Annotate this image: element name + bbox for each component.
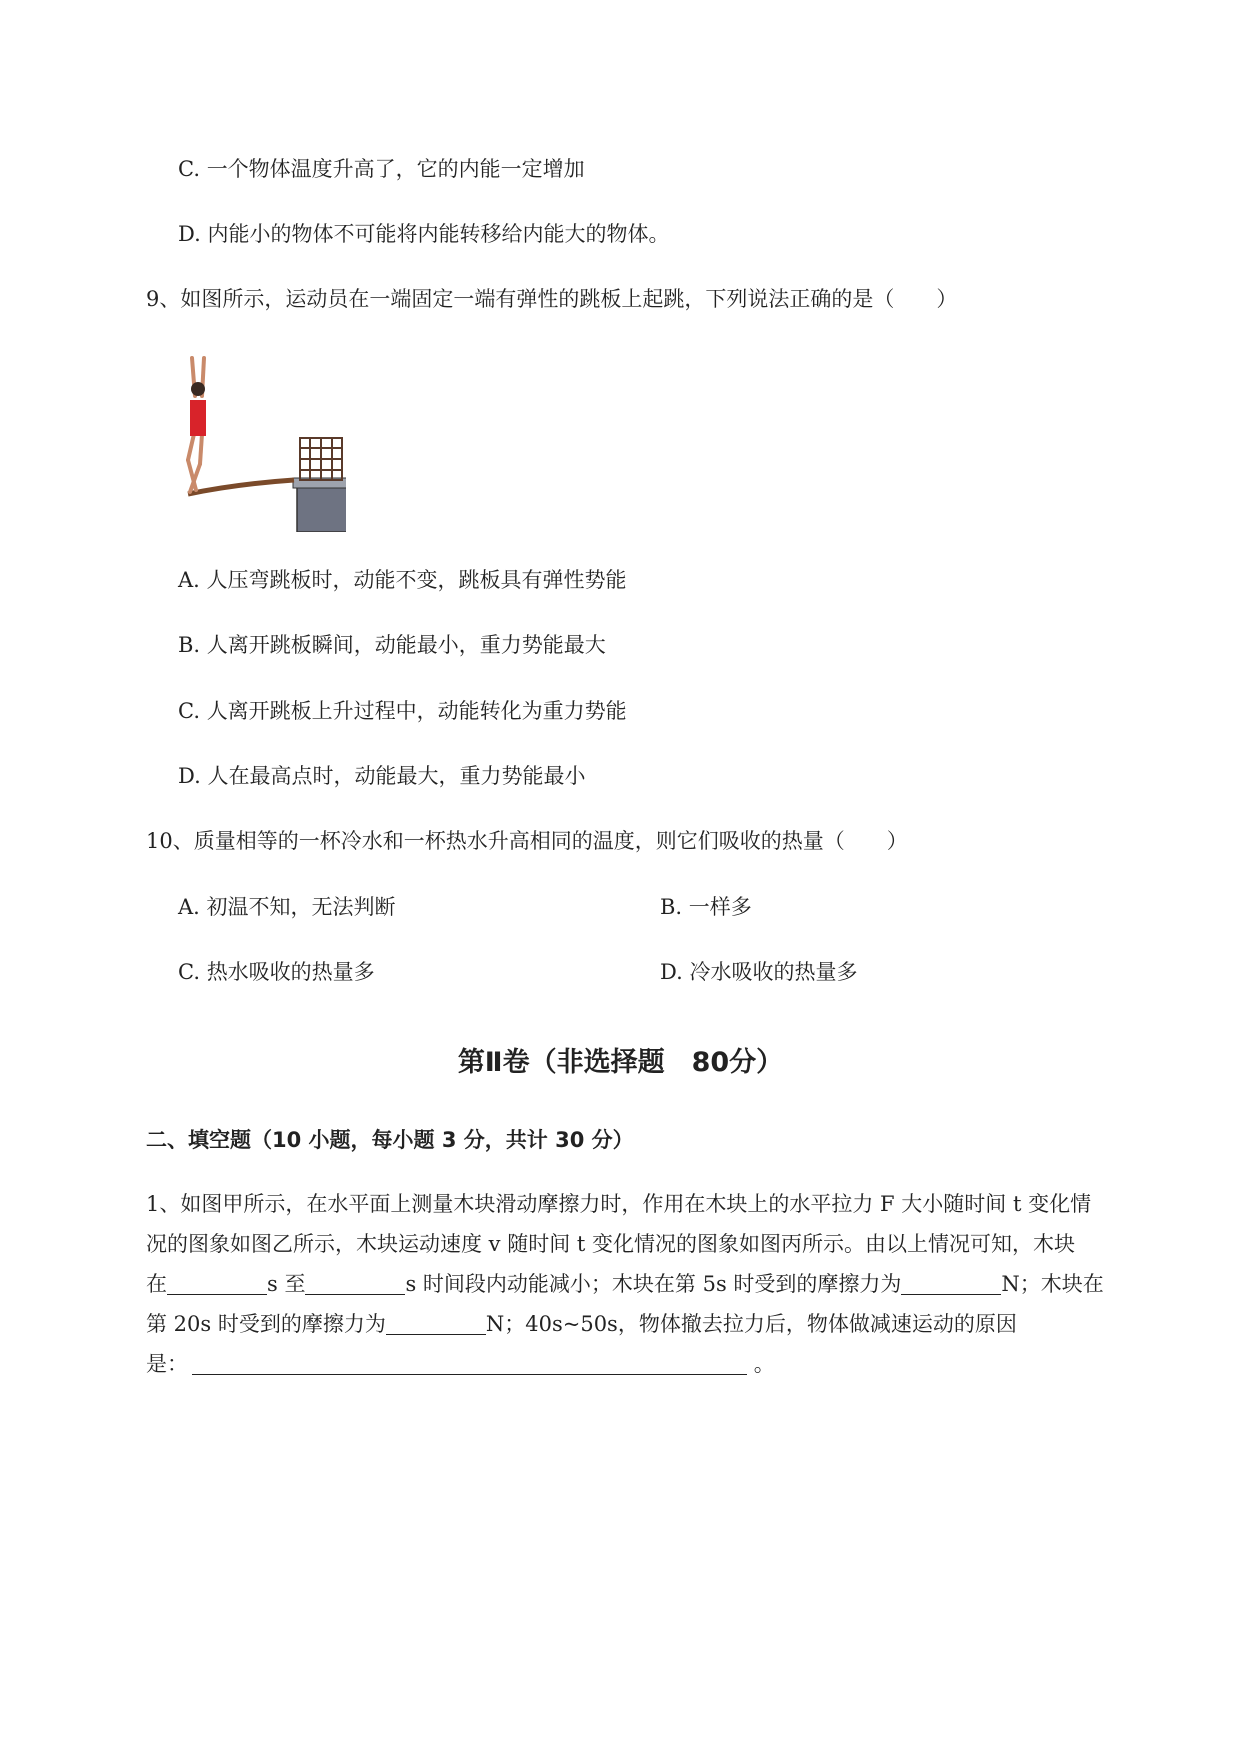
text: s 至 [267,1272,306,1296]
text: 是： [146,1352,188,1376]
option-text: 人离开跳板上升过程中，动能转化为重力势能 [206,699,627,723]
q10-option-b [660,892,752,922]
option-text: 初温不知，无法判断 [206,895,396,919]
q9-option-a [178,565,627,595]
q10-option-d [660,957,857,987]
q8-option-c [178,154,585,184]
option-letter: C. [178,699,200,723]
option-letter: C. [178,960,200,984]
text: N；40s~50s，物体撤去拉力后，物体做减速运动的原因 [485,1312,1017,1336]
option-text: 一样多 [688,895,752,919]
text: 在 [146,1272,167,1296]
fill1-line1: 1、如图甲所示，在水平面上测量木块滑动摩擦力时，作用在木块上的水平拉力 F 大小随时间 t 变化情 [146,1192,1092,1216]
fill1-line3 [146,1264,1156,1304]
option-letter: A. [178,568,200,592]
fill1-line2: 况的图象如图乙所示，木块运动速度 v 随时间 t 变化情况的图象如图丙所示。由以上情况可知，木块 [146,1232,1076,1256]
answer-blank[interactable] [386,1310,486,1335]
option-text: 内能小的物体不可能将内能转移给内能大的物体。 [207,222,670,246]
option-letter: A. [178,895,200,919]
q8-option-d [178,219,669,249]
q9-option-c [178,696,627,726]
option-text: 人在最高点时，动能最大，重力势能最小 [207,764,586,788]
q10-option-c [178,957,375,987]
option-text: 热水吸收的热量多 [206,960,375,984]
q10-stem: 10、质量相等的一杯冷水和一杯热水升高相同的温度，则它们吸收的热量（ ） [146,829,908,853]
fill1-line4 [146,1304,1156,1344]
answer-blank[interactable] [901,1270,1001,1295]
option-letter: B. [660,895,683,919]
q10-option-a [178,892,396,922]
answer-blank[interactable] [167,1270,267,1295]
option-text: 人离开跳板瞬间，动能最小，重力势能最大 [206,633,606,657]
section-heading: 二、填空题（10 小题，每小题 3 分，共计 30 分） [146,1128,634,1152]
q9-option-b [178,630,606,660]
text: 。 [753,1352,775,1376]
part2-title: 第Ⅱ卷（非选择题 80分） [457,1047,784,1078]
diving-board-figure [176,352,346,532]
answer-blank[interactable] [305,1270,405,1295]
q9-option-d [178,761,585,791]
text: s 时间段内动能减小；木块在第 5s 时受到的摩擦力为 [405,1272,902,1296]
option-letter: C. [178,157,200,181]
text: N；木块在 [1001,1272,1104,1296]
fill1-line5 [146,1344,1156,1384]
text: 第 20s 时受到的摩擦力为 [146,1312,386,1336]
option-text: 冷水吸收的热量多 [689,960,858,984]
option-text: 人压弯跳板时，动能不变，跳板具有弹性势能 [206,568,627,592]
option-letter: D. [660,960,683,984]
option-letter: D. [178,222,201,246]
answer-blank[interactable] [192,1350,747,1375]
option-letter: B. [178,633,201,657]
q9-stem: 9、如图所示，运动员在一端固定一端有弹性的跳板上起跳，下列说法正确的是（ ） [146,287,958,311]
option-text: 一个物体温度升高了，它的内能一定增加 [206,157,585,181]
option-letter: D. [178,764,201,788]
